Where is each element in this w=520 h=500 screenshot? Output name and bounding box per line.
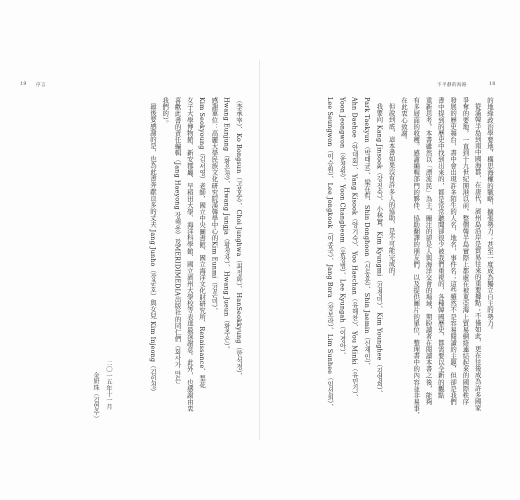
right-page-number: 18 [489, 82, 496, 87]
text-column: Park Taekyun（박태균）、梁在哲、Shin Donghoon（신동훈）、Shin Jaemin（신재민）、 [363, 97, 372, 370]
right-running-head: 不平靜的海路 [437, 83, 467, 88]
text-column: Hwang Eunjung（황은정）、Hwang Jungja（황정자）、Hwang Jueun（황주은）。 [222, 97, 231, 353]
text-column: 重新思考。本書雖然以「漂流民」為主，關注的卻是人與海洋交會的場域，期盼讀者在閱讀本書之後，能夠 [424, 97, 433, 405]
text-column: 在此衷心致謝。 [399, 97, 408, 143]
text-column: 我要向 Kang Jinsook（강진숙）、小林實、Kim Kyungmi（김경미）、Kim Younghee（김영희）、 [375, 103, 384, 398]
left-running-head: 序言 [36, 83, 46, 88]
text-column: 我們的）。 [161, 97, 170, 127]
text-column: 有多層面的收穫。感謝編輯部門的夥伴、協助翻譯的朋友們、以及提供圖片的單位，整理書中的內容並非易事， [412, 97, 421, 418]
preface-author: 金妍珠（김연주） [92, 372, 99, 422]
text-column: 女子大學博物館、新安郡廳、早稻田大學、海洋科學館、國立濟州大學校等表達最深謝意。此外，也感謝由衷 [185, 97, 194, 412]
text-column: Ahn Daehoe（안대회）、Yang Kisook（양기숙）、Yoo Haechan（유해찬）、You Minki（유민기）、 [350, 97, 359, 401]
text-column: 發展的歷史舞台，書中會出現許多陌生的人名，地名，事件名；這些雖然不是容易閱讀的主題，但卻是我們 [449, 97, 458, 405]
text-column: 的地緣政治學要地，構思海權的戰略，擴張勢力；甚至一度成為獨立自主的勢力。 [486, 97, 494, 333]
left-page-number: 19 [20, 82, 27, 87]
text-column: 書中提到的歷史中找到出來的，都是常常聽聞卻很少被我們重視的，各種韓國歷史，都需要以全新的觀點 [436, 97, 445, 399]
right-page-text [272, 97, 496, 418]
text-column: 但說到底，這本書如果沒有許多人的協助，是不可能完成的。 [387, 103, 396, 281]
text-column: 最後要感謝的是，也為此書奔獻良多的丈夫 Jang Junho（장준호）與女兒 Kim Injeong（김인정） [148, 103, 157, 396]
text-column: 爭奪的要地。一直到十九世紀開港以前，整個韓半島實際上都處在被東亞海上貿易網絡連結起來的國際秩序 [461, 97, 470, 405]
book-gutter [259, 60, 260, 440]
preface-date: 二〇一五年十一月 [105, 360, 112, 410]
text-column: 從滿韓半島到南中國海都，在唐代，濟州島沿岸是貿易往來的重要據點；不僅如此，更在往後成為許多國家 [473, 103, 482, 412]
text-column: 喜歡此書的責任編輯（Jang Haeyong 장해용）及MERIDIMEDIA出版社的同仁們（회사가 만든 [173, 97, 182, 384]
text-column: （李承宰）、Ko Bongsun（고봉순）、Choi Junghwa（최정화）、HanSeokkyung（한석경）、 [235, 97, 243, 380]
text-column: Lee Seungwon（이승원）、Lee Jongkook（이종국）、Jang Bora（장보라）、Lim Sunhee（임선희）、 [326, 97, 335, 411]
left-page-text [118, 97, 245, 412]
text-column: 感謝單位：高麗大學民族文化研究院漢韓學中心的Kim Eunmi（김은미）、 [210, 97, 219, 315]
text-column: Yoon Jeongwon（윤정원）、Yoon Changbeom（윤창범）、Lee Kyungah（이경아）、 [338, 97, 347, 359]
text-column: Kim Seokyoung（김서영）老師，國立中央圖書館、國立海洋文化財研究所、Renaissance、梨花 [198, 97, 207, 389]
